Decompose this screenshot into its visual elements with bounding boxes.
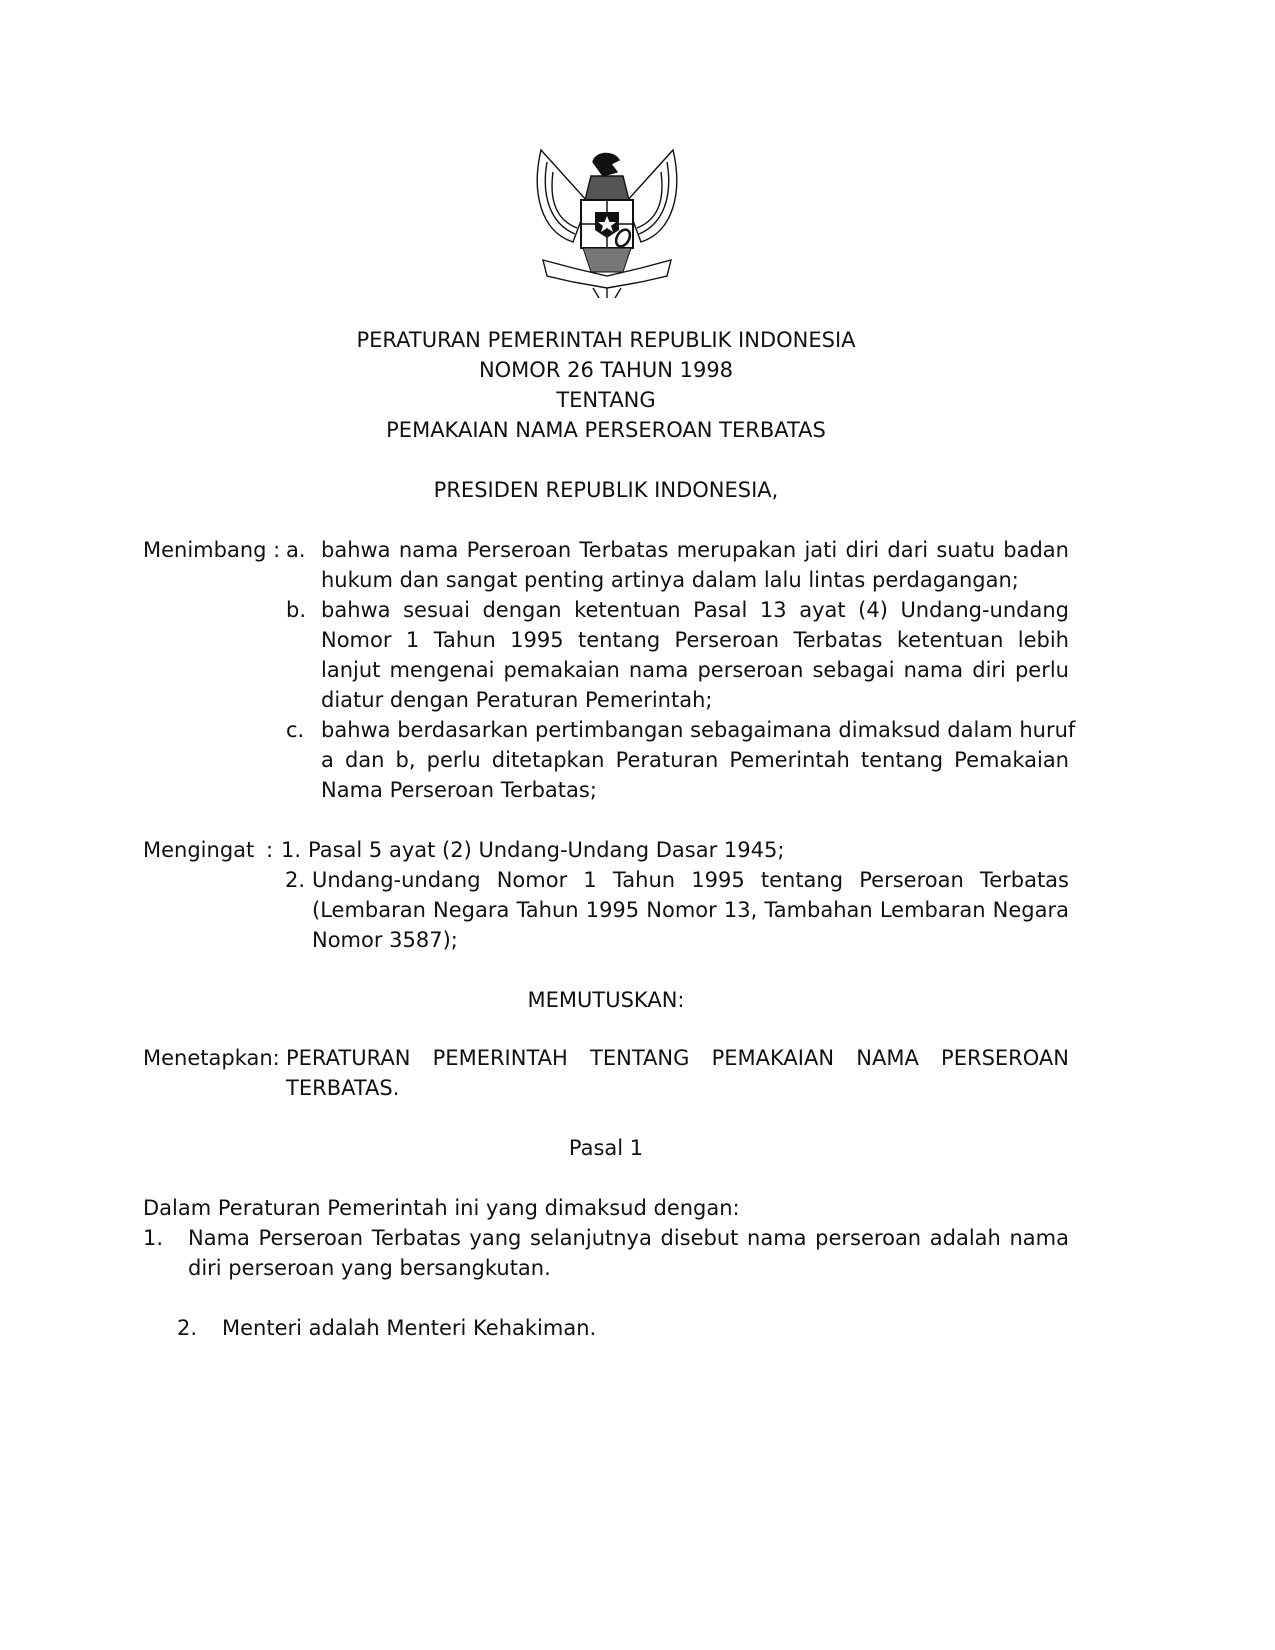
menetapkan-line: TERBATAS. (286, 1076, 400, 1100)
menimbang-marker-b: b. (286, 598, 307, 622)
memutuskan-heading: MEMUTUSKAN: (527, 988, 685, 1012)
menimbang-b-line: bahwa sesuai dengan ketentuan Pasal 13 ayat (4) Undang-undang (321, 598, 1069, 622)
garuda-emblem (533, 142, 681, 298)
title-line-3: TENTANG (556, 388, 656, 412)
pasal-1-item-1-line: diri perseroan yang bersangkutan. (188, 1256, 551, 1280)
menimbang-b-line: diatur dengan Peraturan Pemerintah; (321, 688, 713, 712)
menimbang-label: Menimbang : (143, 538, 281, 562)
title-line-2: NOMOR 26 TAHUN 1998 (478, 358, 734, 382)
menetapkan-line: PERATURAN PEMERINTAH TENTANG PEMAKAIAN NAMA PERSEROAN (286, 1046, 1069, 1070)
menimbang-a-line: hukum dan sangat penting artinya dalam lalu lintas perdagangan; (321, 568, 1019, 592)
menimbang-b-line: Nomor 1 Tahun 1995 tentang Perseroan Terbatas ketentuan lebih (321, 628, 1069, 652)
menimbang-c-line: bahwa berdasarkan pertimbangan sebagaimana dimaksud dalam huruf (321, 718, 1076, 742)
pasal-1-marker-2: 2. (177, 1316, 198, 1340)
menimbang-c-line: Nama Perseroan Terbatas; (321, 778, 597, 802)
menimbang-marker-c: c. (286, 718, 305, 742)
mengingat-label: Mengingat (143, 838, 255, 862)
mengingat-1-line: Pasal 5 ayat (2) Undang-Undang Dasar 1945; (308, 838, 785, 862)
pasal-1-heading: Pasal 1 (568, 1136, 644, 1160)
menimbang-c-line: a dan b, perlu ditetapkan Peraturan Pemerintah tentang Pemakaian (321, 748, 1069, 772)
pasal-1-intro: Dalam Peraturan Pemerintah ini yang dimaksud dengan: (143, 1196, 740, 1220)
menimbang-b-line: lanjut mengenai pemakaian nama perseroan sebagai nama diri perlu (321, 658, 1069, 682)
menetapkan-label: Menetapkan: (143, 1046, 280, 1070)
pasal-1-marker-1: 1. (143, 1226, 164, 1250)
mengingat-2-line: Nomor 3587); (312, 928, 458, 952)
mengingat-2-line: (Lembaran Negara Tahun 1995 Nomor 13, Tambahan Lembaran Negara (312, 898, 1069, 922)
pasal-1-item-1-line: Nama Perseroan Terbatas yang selanjutnya disebut nama perseroan adalah nama (188, 1226, 1069, 1250)
president-heading: PRESIDEN REPUBLIK INDONESIA, (433, 478, 779, 502)
mengingat-2-line: Undang-undang Nomor 1 Tahun 1995 tentang Perseroan Terbatas (312, 868, 1069, 892)
mengingat-marker-2: 2. (285, 868, 306, 892)
menimbang-marker-a: a. (286, 538, 306, 562)
menimbang-a-line: bahwa nama Perseroan Terbatas merupakan jati diri dari suatu badan (321, 538, 1069, 562)
mengingat-colon: : (266, 838, 274, 862)
mengingat-marker-1: 1. (281, 838, 302, 862)
pasal-1-item-2-line: Menteri adalah Menteri Kehakiman. (222, 1316, 597, 1340)
title-line-1: PERATURAN PEMERINTAH REPUBLIK INDONESIA (356, 328, 856, 352)
title-line-4: PEMAKAIAN NAMA PERSEROAN TERBATAS (386, 418, 826, 442)
